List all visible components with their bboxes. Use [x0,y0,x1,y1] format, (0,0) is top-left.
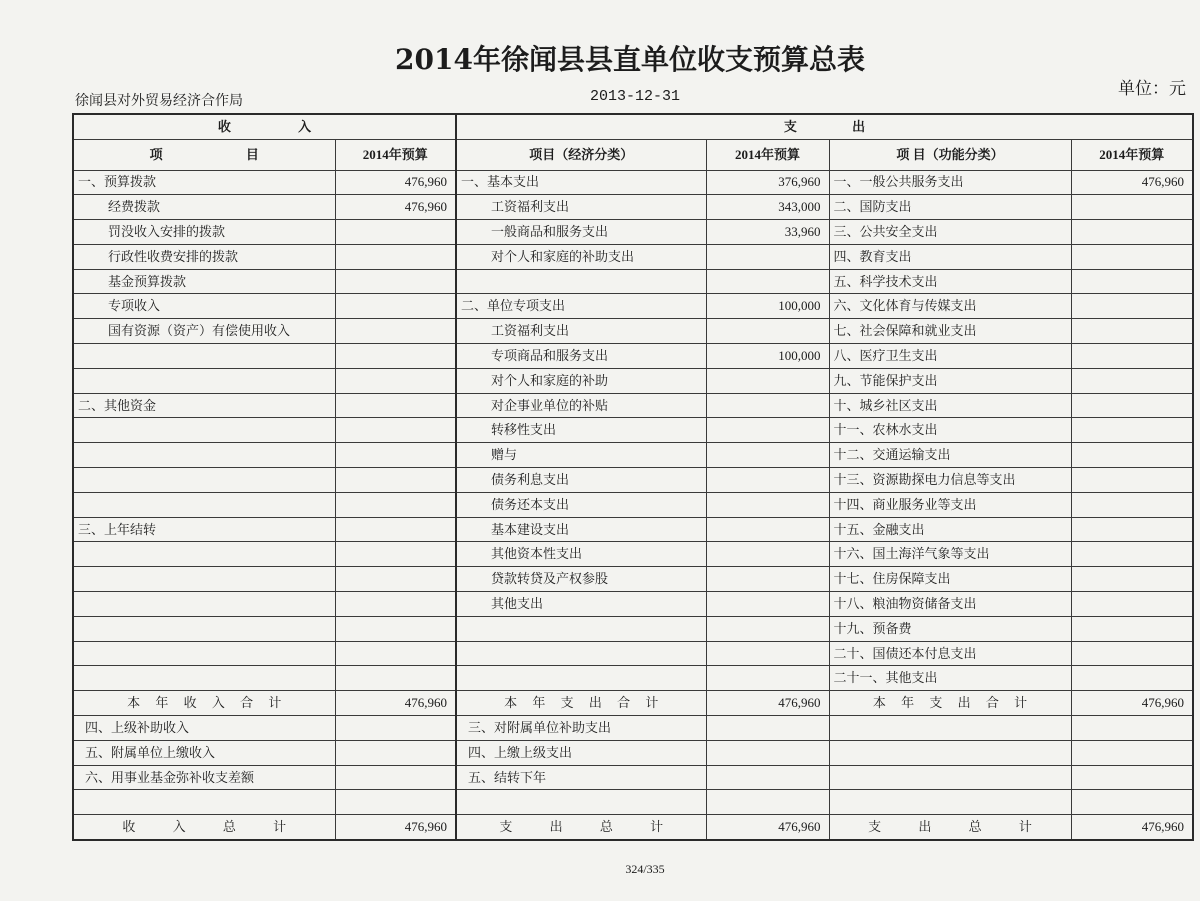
table-row [73,195,1193,220]
income-amount-cell [335,294,456,319]
table-row [73,319,1193,344]
income-item-cell: 经费拨款 [73,195,335,220]
econ-item-cell [456,269,706,294]
income-group-header: 收 入 [73,114,456,139]
income-item-cell [73,418,335,443]
income-amount-cell [335,319,456,344]
table-row [73,616,1193,641]
grand-total-row [73,815,1193,840]
econ-item-cell: 一般商品和服务支出 [456,220,706,245]
econ-amount-cell [706,418,829,443]
func-item-cell: 六、文化体育与传媒支出 [829,294,1071,319]
income-item-header: 项 目 [73,139,335,170]
func-item-cell: 四、教育支出 [829,244,1071,269]
func-subtotal-label: 本 年 支 出 合 计 [829,691,1071,716]
econ-amount-cell [706,790,829,815]
func-item-cell: 二、国防支出 [829,195,1071,220]
income-item-cell: 行政性收费安排的拨款 [73,244,335,269]
table-row [73,443,1193,468]
econ-item-cell [456,666,706,691]
table-row [73,542,1193,567]
func-total-label: 支 出 总 计 [829,815,1071,840]
econ-item-cell: 四、上缴上级支出 [456,740,706,765]
income-amount-cell [335,567,456,592]
income-amount-cell [335,344,456,369]
income-item-cell [73,641,335,666]
econ-amount-cell [706,468,829,493]
table-row [73,592,1193,617]
income-amount-cell [335,542,456,567]
income-amount-cell: 476,960 [335,195,456,220]
income-item-cell [73,616,335,641]
income-item-cell [73,542,335,567]
func-item-cell: 十四、商业服务业等支出 [829,492,1071,517]
func-amount-cell [1071,641,1193,666]
table-row [73,641,1193,666]
income-budget-header: 2014年预算 [335,139,456,170]
func-amount-cell [1071,567,1193,592]
econ-amount-cell [706,567,829,592]
income-amount-cell [335,616,456,641]
func-item-cell: 五、科学技术支出 [829,269,1071,294]
func-total-amount: 476,960 [1071,815,1193,840]
organization-name: 徐闻县对外贸易经济合作局 [75,94,243,109]
group-header-row [73,114,1193,139]
func-amount-cell: 476,960 [1071,170,1193,195]
table-row [73,344,1193,369]
income-item-cell [73,592,335,617]
table-row [73,170,1193,195]
income-item-cell: 专项收入 [73,294,335,319]
func-amount-cell [1071,319,1193,344]
econ-amount-cell: 100,000 [706,344,829,369]
func-amount-cell [1071,790,1193,815]
econ-item-cell: 债务还本支出 [456,492,706,517]
func-amount-cell [1071,666,1193,691]
income-amount-cell: 476,960 [335,170,456,195]
econ-item-cell: 赠与 [456,443,706,468]
income-item-cell: 五、附属单位上缴收入 [73,740,335,765]
econ-subtotal-label: 本 年 支 出 合 计 [456,691,706,716]
income-subtotal-label: 本 年 收 入 合 计 [73,691,335,716]
econ-amount-cell [706,740,829,765]
table-row [73,517,1193,542]
func-item-cell: 十一、农林水支出 [829,418,1071,443]
table-row [73,567,1193,592]
income-amount-cell [335,666,456,691]
func-item-cell: 二十一、其他支出 [829,666,1071,691]
func-amount-cell [1071,344,1193,369]
table-row [73,244,1193,269]
econ-amount-cell: 33,960 [706,220,829,245]
income-item-cell: 基金预算拨款 [73,269,335,294]
income-item-cell [73,492,335,517]
econ-amount-cell [706,641,829,666]
func-item-cell: 十、城乡社区支出 [829,393,1071,418]
func-amount-cell [1071,592,1193,617]
table-row [73,220,1193,245]
econ-item-cell: 工资福利支出 [456,319,706,344]
income-item-cell: 三、上年结转 [73,517,335,542]
income-amount-cell [335,765,456,790]
func-item-cell: 八、医疗卫生支出 [829,344,1071,369]
income-amount-cell [335,418,456,443]
income-item-cell [73,468,335,493]
func-item-cell: 七、社会保障和就业支出 [829,319,1071,344]
econ-amount-cell [706,393,829,418]
table-row [73,269,1193,294]
page-number: 324/335 [625,862,665,876]
table-row [73,716,1193,741]
func-amount-cell [1071,443,1193,468]
econ-item-cell: 一、基本支出 [456,170,706,195]
table-row [73,418,1193,443]
econ-amount-cell: 376,960 [706,170,829,195]
unit-label: 单位：元 [1118,79,1186,98]
func-amount-cell [1071,765,1193,790]
econ-amount-cell [706,492,829,517]
func-amount-cell [1071,468,1193,493]
econ-item-cell: 其他支出 [456,592,706,617]
econ-item-cell [456,641,706,666]
income-amount-cell [335,220,456,245]
income-item-cell: 国有资源（资产）有偿使用收入 [73,319,335,344]
econ-amount-cell [706,319,829,344]
income-total-amount: 476,960 [335,815,456,840]
income-item-cell [73,368,335,393]
income-amount-cell [335,468,456,493]
func-amount-cell [1071,418,1193,443]
income-item-cell: 罚没收入安排的拨款 [73,220,335,245]
table-row [73,740,1193,765]
econ-amount-cell [706,616,829,641]
econ-amount-cell [706,716,829,741]
column-header-row [73,139,1193,170]
econ-item-cell: 其他资本性支出 [456,542,706,567]
func-item-cell: 十八、粮油物资储备支出 [829,592,1071,617]
income-item-cell [73,666,335,691]
func-amount-cell [1071,294,1193,319]
table-row [73,765,1193,790]
econ-total-amount: 476,960 [706,815,829,840]
income-item-cell: 二、其他资金 [73,393,335,418]
income-amount-cell [335,393,456,418]
func-amount-cell [1071,740,1193,765]
econ-amount-cell [706,517,829,542]
econ-item-header: 项目（经济分类） [456,139,706,170]
econ-item-cell: 对个人和家庭的补助支出 [456,244,706,269]
document-date: 2013-12-31 [590,88,681,105]
func-amount-cell [1071,517,1193,542]
income-amount-cell [335,492,456,517]
table-row [73,368,1193,393]
econ-amount-cell [706,443,829,468]
econ-item-cell: 对企事业单位的补贴 [456,393,706,418]
func-item-header: 项 目（功能分类） [829,139,1071,170]
func-item-cell: 九、节能保护支出 [829,368,1071,393]
econ-item-cell: 工资福利支出 [456,195,706,220]
func-budget-header: 2014年预算 [1071,139,1193,170]
econ-item-cell: 贷款转贷及产权参股 [456,567,706,592]
func-item-cell: 十三、资源勘探电力信息等支出 [829,468,1071,493]
econ-item-cell: 对个人和家庭的补助 [456,368,706,393]
econ-amount-cell [706,368,829,393]
econ-item-cell: 三、对附属单位补助支出 [456,716,706,741]
econ-amount-cell [706,666,829,691]
func-amount-cell [1071,542,1193,567]
income-item-cell: 四、上级补助收入 [73,716,335,741]
table-row [73,468,1193,493]
income-amount-cell [335,641,456,666]
table-row [73,393,1193,418]
econ-item-cell: 二、单位专项支出 [456,294,706,319]
income-amount-cell [335,443,456,468]
func-item-cell: 十九、预备费 [829,616,1071,641]
econ-amount-cell: 100,000 [706,294,829,319]
func-amount-cell [1071,195,1193,220]
table-row [73,790,1193,815]
func-item-cell [829,765,1071,790]
econ-item-cell: 转移性支出 [456,418,706,443]
income-subtotal-amount: 476,960 [335,691,456,716]
income-amount-cell [335,790,456,815]
func-item-cell: 十二、交通运输支出 [829,443,1071,468]
func-amount-cell [1071,244,1193,269]
income-amount-cell [335,368,456,393]
table-row [73,492,1193,517]
func-item-cell: 二十、国债还本付息支出 [829,641,1071,666]
func-item-cell: 十六、国土海洋气象等支出 [829,542,1071,567]
func-amount-cell [1071,616,1193,641]
income-total-label: 收 入 总 计 [73,815,335,840]
func-amount-cell [1071,716,1193,741]
func-amount-cell [1071,492,1193,517]
econ-budget-header: 2014年预算 [706,139,829,170]
func-item-cell [829,740,1071,765]
econ-item-cell: 五、结转下年 [456,765,706,790]
income-amount-cell [335,517,456,542]
income-item-cell [73,790,335,815]
income-amount-cell [335,592,456,617]
func-item-cell [829,716,1071,741]
table-row [73,666,1193,691]
econ-subtotal-amount: 476,960 [706,691,829,716]
income-item-cell: 六、用事业基金弥补收支差额 [73,765,335,790]
document-title: 2014年徐闻县县直单位收支预算总表 [395,43,865,76]
income-amount-cell [335,716,456,741]
econ-amount-cell: 343,000 [706,195,829,220]
econ-item-cell: 债务利息支出 [456,468,706,493]
income-amount-cell [335,269,456,294]
econ-total-label: 支 出 总 计 [456,815,706,840]
func-amount-cell [1071,368,1193,393]
income-amount-cell [335,244,456,269]
econ-amount-cell [706,765,829,790]
subtotal-row [73,691,1193,716]
income-item-cell [73,344,335,369]
func-amount-cell [1071,393,1193,418]
econ-item-cell: 基本建设支出 [456,517,706,542]
func-amount-cell [1071,220,1193,245]
table-row [73,294,1193,319]
econ-item-cell [456,616,706,641]
func-item-cell [829,790,1071,815]
econ-amount-cell [706,269,829,294]
func-item-cell: 十五、金融支出 [829,517,1071,542]
budget-summary-table [72,113,1194,841]
income-item-cell: 一、预算拨款 [73,170,335,195]
func-item-cell: 一、一般公共服务支出 [829,170,1071,195]
expenditure-group-header: 支 出 [456,114,1193,139]
econ-amount-cell [706,542,829,567]
func-item-cell: 三、公共安全支出 [829,220,1071,245]
econ-item-cell: 专项商品和服务支出 [456,344,706,369]
econ-amount-cell [706,592,829,617]
func-subtotal-amount: 476,960 [1071,691,1193,716]
income-item-cell [73,443,335,468]
econ-item-cell [456,790,706,815]
func-amount-cell [1071,269,1193,294]
econ-amount-cell [706,244,829,269]
income-item-cell [73,567,335,592]
income-amount-cell [335,740,456,765]
func-item-cell: 十七、住房保障支出 [829,567,1071,592]
